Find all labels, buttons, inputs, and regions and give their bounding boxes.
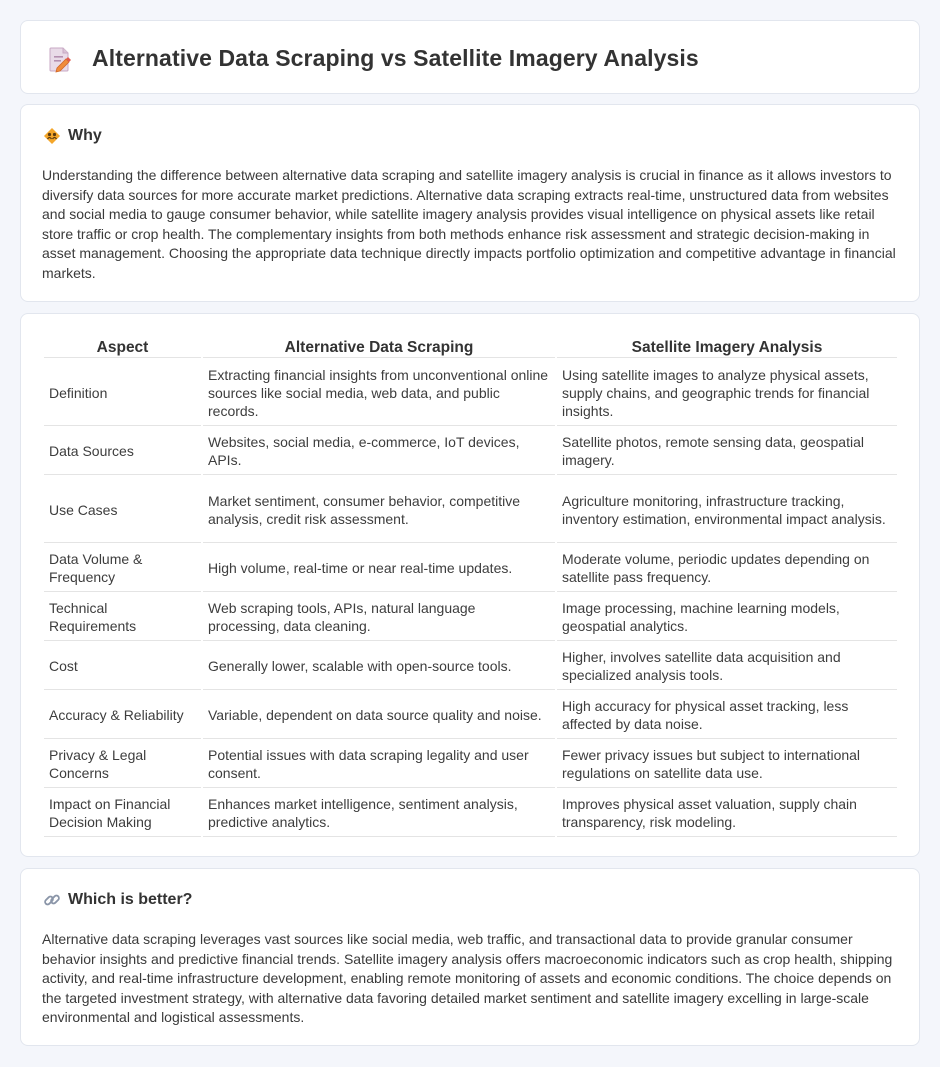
table-row	[44, 594, 897, 641]
why-heading: Why	[68, 127, 102, 144]
comparison-table	[42, 336, 899, 839]
people-icon	[43, 127, 61, 145]
satellite-cell: Satellite photos, remote sensing data, geospatial imagery.	[557, 428, 897, 475]
aspect-cell: Definition	[44, 360, 201, 426]
satellite-cell: High accuracy for physical asset tracking, less affected by data noise.	[557, 692, 897, 739]
table-row	[44, 545, 897, 592]
link-icon	[43, 891, 61, 909]
scraping-cell: Extracting financial insights from unconventional online sources like social media, web data, and public records.	[203, 360, 555, 426]
scraping-cell: High volume, real-time or near real-time updates.	[203, 545, 555, 592]
scraping-cell: Variable, dependent on data source quality and noise.	[203, 692, 555, 739]
satellite-cell: Higher, involves satellite data acquisition and specialized analysis tools.	[557, 643, 897, 690]
table-row	[44, 360, 897, 426]
table-row	[44, 790, 897, 837]
satellite-cell: Image processing, machine learning models, geospatial analytics.	[557, 594, 897, 641]
aspect-cell: Cost	[44, 643, 201, 690]
better-heading-row	[43, 891, 192, 909]
better-heading: Which is better?	[68, 891, 193, 908]
satellite-cell: Using satellite images to analyze physical assets, supply chains, and geographic trends for financial insights.	[557, 360, 897, 426]
comparison-table-card	[20, 313, 920, 857]
aspect-cell: Privacy & Legal Concerns	[44, 741, 201, 788]
satellite-cell: Agriculture monitoring, infrastructure tracking, inventory estimation, environmental impact analysis.	[557, 477, 897, 543]
scraping-cell: Potential issues with data scraping legality and user consent.	[203, 741, 555, 788]
scraping-cell: Generally lower, scalable with open-source tools.	[203, 643, 555, 690]
aspect-cell: Data Sources	[44, 428, 201, 475]
satellite-cell: Fewer privacy issues but subject to international regulations on satellite data use.	[557, 741, 897, 788]
column-header: Alternative Data Scraping	[203, 338, 555, 358]
table-row	[44, 643, 897, 690]
scraping-cell: Market sentiment, consumer behavior, competitive analysis, credit risk assessment.	[203, 477, 555, 543]
scraping-cell: Web scraping tools, APIs, natural language processing, data cleaning.	[203, 594, 555, 641]
why-heading-row	[43, 127, 102, 145]
why-text: Understanding the difference between alternative data scraping and satellite imagery analysis is crucial in finance as it allows investors to diversify data sources for more accurate market predictions. Alternative data scraping extracts real-time, unstructured data from websites and social media to gauge consumer behavior, while satellite imagery analysis provides visual intelligence on physical assets like retail store traffic or crop health. The complementary insights from both methods enhance risk assessment and strategic decision-making in asset management. Choosing the appropriate data technique directly impacts portfolio optimization and competitive advantage in financial markets.	[42, 167, 896, 281]
aspect-cell: Data Volume & Frequency	[44, 545, 201, 592]
aspect-cell: Impact on Financial Decision Making	[44, 790, 201, 837]
table-row	[44, 692, 897, 739]
header-card	[20, 20, 920, 94]
satellite-cell: Moderate volume, periodic updates depending on satellite pass frequency.	[557, 545, 897, 592]
table-row	[44, 477, 897, 543]
table-row	[44, 428, 897, 475]
page-title: Alternative Data Scraping vs Satellite Imagery Analysis	[92, 45, 699, 71]
scraping-cell: Websites, social media, e-commerce, IoT devices, APIs.	[203, 428, 555, 475]
column-header: Satellite Imagery Analysis	[557, 338, 897, 358]
document-edit-icon	[47, 45, 73, 73]
table-header-row	[44, 338, 897, 358]
column-header: Aspect	[44, 338, 201, 358]
satellite-cell: Improves physical asset valuation, supply chain transparency, risk modeling.	[557, 790, 897, 837]
why-section	[20, 104, 920, 302]
aspect-cell: Accuracy & Reliability	[44, 692, 201, 739]
aspect-cell: Use Cases	[44, 477, 201, 543]
aspect-cell: Technical Requirements	[44, 594, 201, 641]
scraping-cell: Enhances market intelligence, sentiment analysis, predictive analytics.	[203, 790, 555, 837]
better-text: Alternative data scraping leverages vast sources like social media, web traffic, and transactional data to provide granular consumer behavior insights and predictive financial trends. Satellite imagery analysis offers macroeconomic indicators such as crop health, shipping activity, and real-time infrastructure development, enabling remote monitoring of assets and economic conditions. The choice depends on the targeted investment strategy, with alternative data favoring detailed market sentiment and satellite imagery excelling in large-scale environmental and logistical assessments.	[42, 931, 893, 1025]
table-row	[44, 741, 897, 788]
which-is-better-section	[20, 868, 920, 1046]
